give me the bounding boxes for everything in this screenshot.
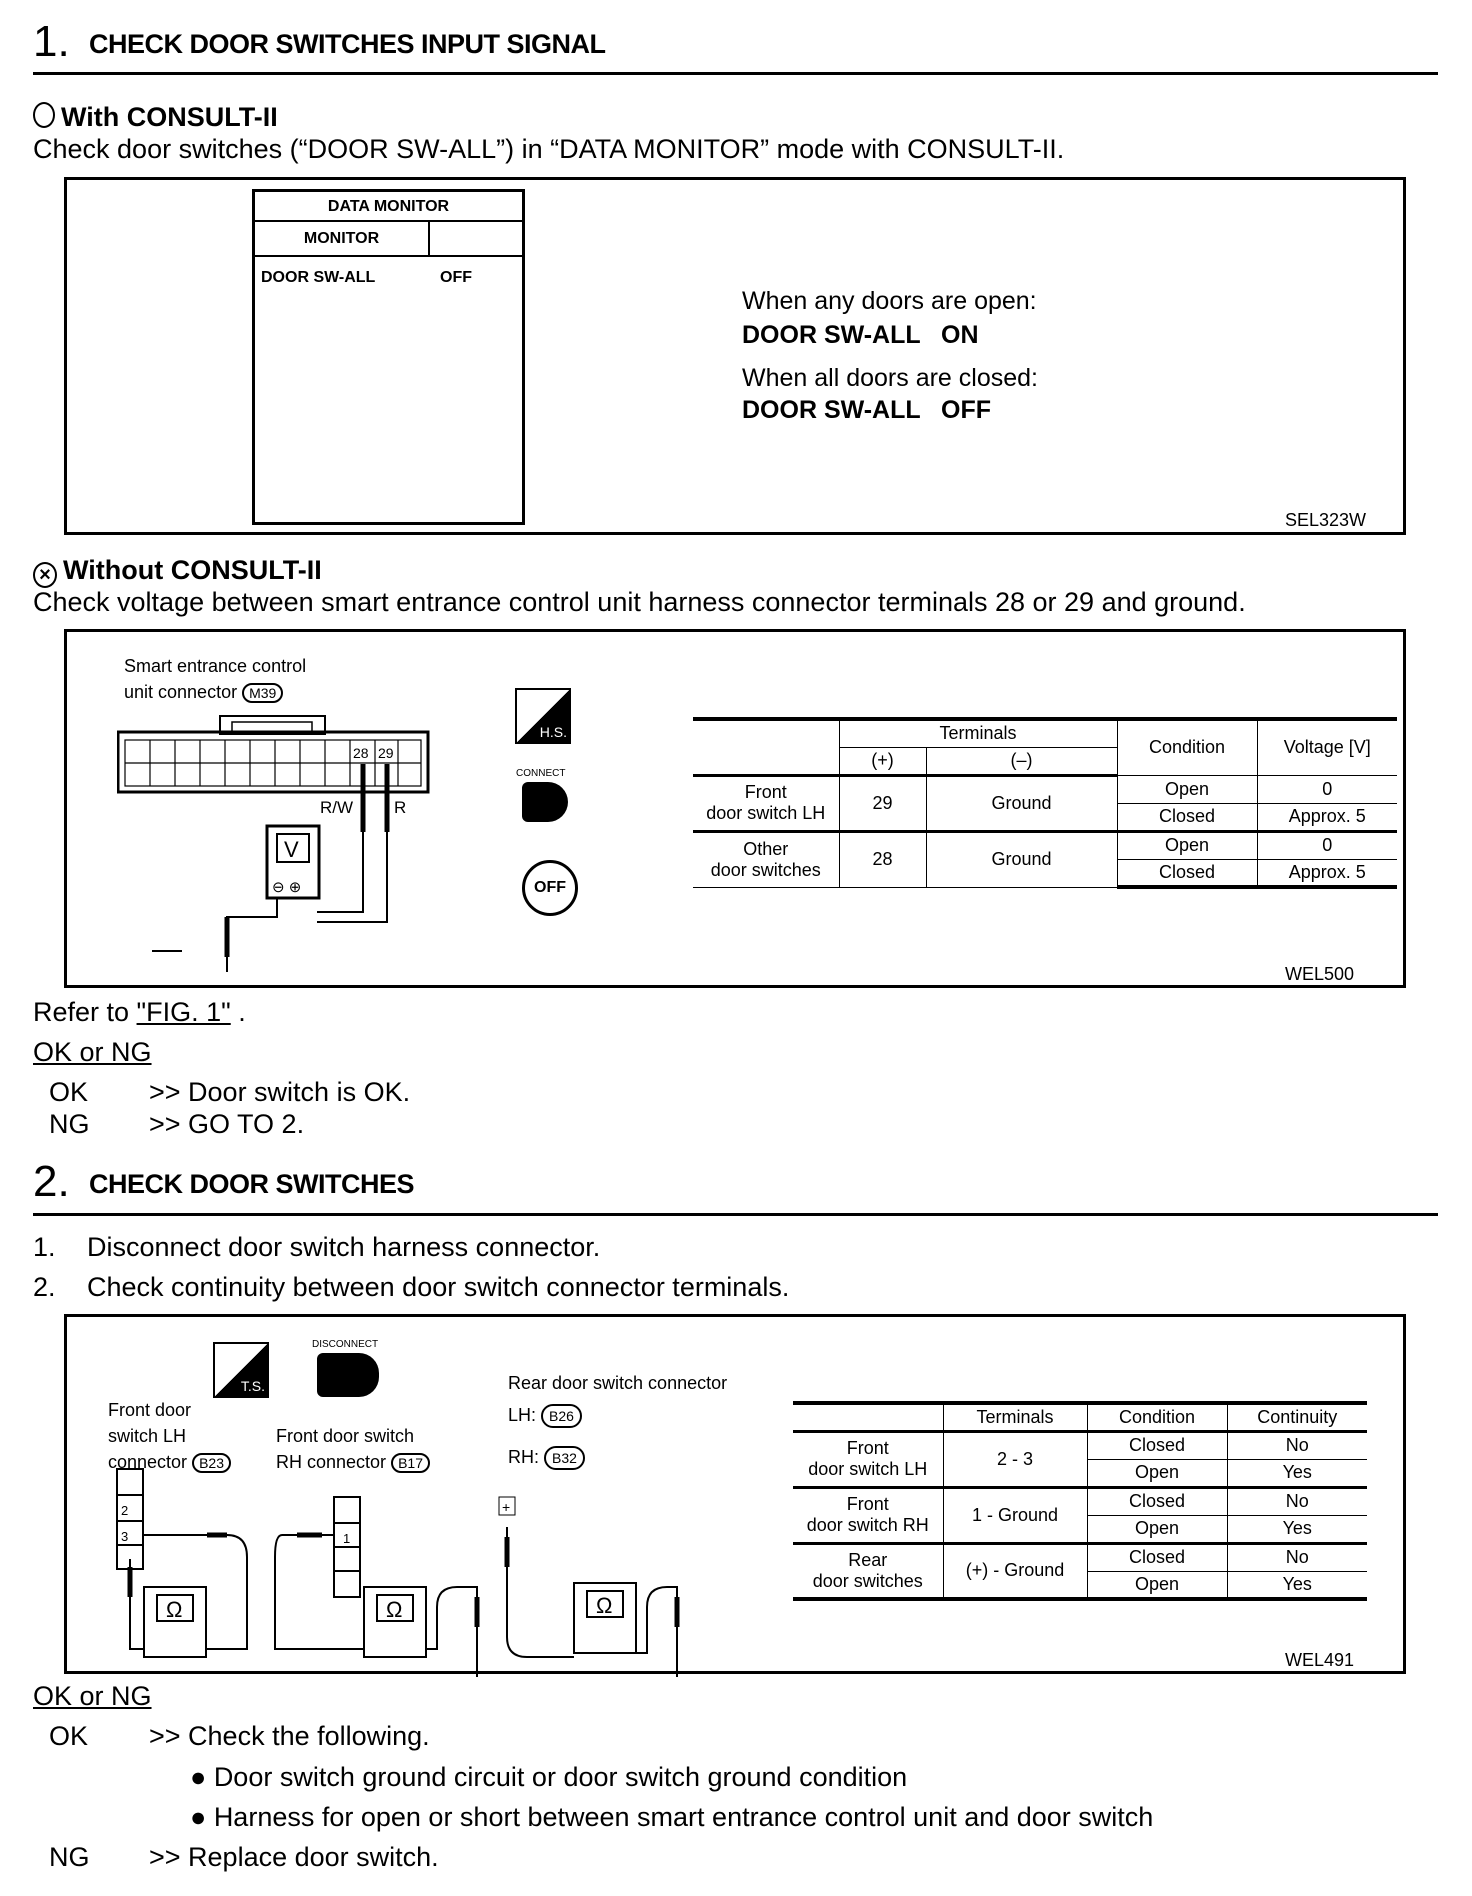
connector-diagram bbox=[117, 702, 497, 972]
rear-connector-label: Rear door switch connector bbox=[508, 1373, 728, 1393]
section-title: CHECK DOOR SWITCHES bbox=[89, 1169, 415, 1199]
no-consult-icon: × bbox=[33, 562, 57, 588]
monitor-item: DOOR SW-ALL bbox=[261, 269, 376, 286]
ng-text: >> GO TO 2. bbox=[149, 1109, 305, 1139]
figure-voltage-check bbox=[64, 629, 1406, 988]
note-open: When any doors are open: bbox=[742, 287, 1037, 315]
ok-ng-heading: OK or NG bbox=[33, 1681, 152, 1711]
rh-connector-label: Front door switch RH connector B17 bbox=[276, 1423, 430, 1476]
section-number: 1. bbox=[33, 17, 70, 66]
svg-text:Ω: Ω bbox=[596, 1593, 613, 1618]
voltage-table: Terminals Condition Voltage [V] (+) (–) Front door switch LH 29 Ground Open 0 Closed Approx. 5 Other door switches 28 Ground Open 0 Closed Approx. 5 bbox=[693, 717, 1397, 889]
data-monitor-screen bbox=[252, 189, 525, 525]
ground-icon bbox=[152, 950, 182, 952]
svg-text:29: 29 bbox=[378, 745, 394, 761]
fig-link[interactable]: "FIG. 1" bbox=[136, 997, 231, 1027]
svg-text:+: + bbox=[502, 1499, 511, 1515]
heading-text: With CONSULT-II bbox=[61, 102, 278, 132]
with-consult-heading bbox=[33, 102, 278, 133]
table-row: Front door switch LH 29 Ground Open 0 bbox=[693, 775, 1397, 803]
disconnect-label: DISCONNECT bbox=[312, 1339, 379, 1350]
rear-rh-label: RH: B32 bbox=[508, 1447, 585, 1468]
bullet-item: ● Harness for open or short between smart entrance control unit and door switch bbox=[190, 1802, 1154, 1832]
ignition-off-icon: OFF bbox=[522, 860, 578, 916]
heading-text: Without CONSULT-II bbox=[63, 555, 322, 585]
note-closed-value: DOOR SW-ALL OFF bbox=[742, 396, 992, 424]
refer-line: Refer to "FIG. 1" . bbox=[33, 997, 246, 1027]
figure-id: SEL323W bbox=[1285, 510, 1367, 530]
figure-continuity-check bbox=[64, 1314, 1406, 1674]
ok-text: >> Check the following. bbox=[149, 1721, 430, 1751]
consult-icon bbox=[33, 102, 55, 128]
svg-text:3: 3 bbox=[121, 1529, 129, 1544]
monitor-value: OFF bbox=[440, 269, 472, 286]
figure-id: WEL491 bbox=[1285, 1650, 1355, 1670]
table-row: Front door switch RH 1 - Ground Closed No bbox=[793, 1487, 1367, 1515]
connect-label: CONNECT bbox=[516, 768, 566, 779]
rear-lh-label: LH: B26 bbox=[508, 1405, 582, 1426]
svg-text:⊖ ⊕: ⊖ ⊕ bbox=[272, 879, 302, 896]
bullet-item: ● Door switch ground circuit or door switch ground condition bbox=[190, 1762, 908, 1792]
table-row: Other door switches 28 Ground Open 0 bbox=[693, 831, 1397, 859]
svg-text:Ω: Ω bbox=[386, 1597, 403, 1622]
ng-text: >> Replace door switch. bbox=[149, 1842, 439, 1872]
ok-label: OK bbox=[49, 1077, 89, 1107]
svg-text:28: 28 bbox=[353, 745, 369, 761]
step-number: 1. bbox=[33, 1232, 56, 1262]
note-closed: When all doors are closed: bbox=[742, 364, 1038, 392]
svg-text:R: R bbox=[394, 798, 407, 817]
svg-text:V: V bbox=[284, 837, 299, 862]
instruction-text: Check voltage between smart entrance control unit harness connector terminals 28 or 29 and ground. bbox=[33, 587, 1246, 617]
hs-icon: H.S. bbox=[515, 688, 571, 744]
divider bbox=[33, 72, 1438, 75]
table-row: Rear door switches (+) - Ground Closed No bbox=[793, 1543, 1367, 1571]
ng-label: NG bbox=[49, 1842, 90, 1872]
ts-icon: T.S. bbox=[213, 1342, 269, 1398]
connector-label: Smart entrance control bbox=[124, 656, 307, 676]
connector-code-badge: M39 bbox=[242, 683, 283, 703]
note-open-value: DOOR SW-ALL ON bbox=[742, 321, 979, 349]
section-number: 2. bbox=[33, 1157, 70, 1206]
ng-label: NG bbox=[49, 1109, 90, 1139]
ok-text: >> Door switch is OK. bbox=[149, 1077, 411, 1107]
svg-text:R/W: R/W bbox=[320, 798, 354, 817]
ok-ng-heading: OK or NG bbox=[33, 1037, 152, 1067]
step-text: Disconnect door switch harness connector. bbox=[87, 1232, 601, 1262]
without-consult-heading bbox=[33, 555, 322, 588]
svg-text:Ω: Ω bbox=[166, 1597, 183, 1622]
monitor-column: MONITOR bbox=[255, 222, 430, 257]
step-text: Check continuity between door switch connector terminals. bbox=[87, 1272, 790, 1302]
connector-connect-icon bbox=[522, 782, 568, 822]
instruction-text: Check door switches (“DOOR SW-ALL”) in “DATA MONITOR” mode with CONSULT-II. bbox=[33, 134, 1065, 164]
figure-data-monitor bbox=[64, 177, 1406, 535]
svg-text:2: 2 bbox=[121, 1503, 129, 1518]
divider bbox=[33, 1213, 1438, 1216]
continuity-table: Terminals Condition Continuity Front door switch LH 2 - 3 Closed No Open Yes Front door switch RH 1 - Ground Closed No Open Yes Rear door switches (+) - Ground Closed No Open Yes bbox=[793, 1401, 1367, 1601]
connector-label: unit connector M39 bbox=[124, 682, 283, 703]
figure-id: WEL500 bbox=[1285, 964, 1355, 984]
svg-text:1: 1 bbox=[343, 1531, 351, 1546]
monitor-title: DATA MONITOR bbox=[255, 192, 522, 222]
section-title: CHECK DOOR SWITCHES INPUT SIGNAL bbox=[89, 29, 606, 59]
ok-label: OK bbox=[49, 1721, 89, 1751]
step-number: 2. bbox=[33, 1272, 56, 1302]
lh-connector-label: Front door switch LH connector B23 bbox=[108, 1397, 231, 1476]
connector-disconnect-icon bbox=[317, 1353, 379, 1397]
table-row: Front door switch LH 2 - 3 Closed No bbox=[793, 1431, 1367, 1459]
continuity-diagram bbox=[107, 1467, 727, 1677]
